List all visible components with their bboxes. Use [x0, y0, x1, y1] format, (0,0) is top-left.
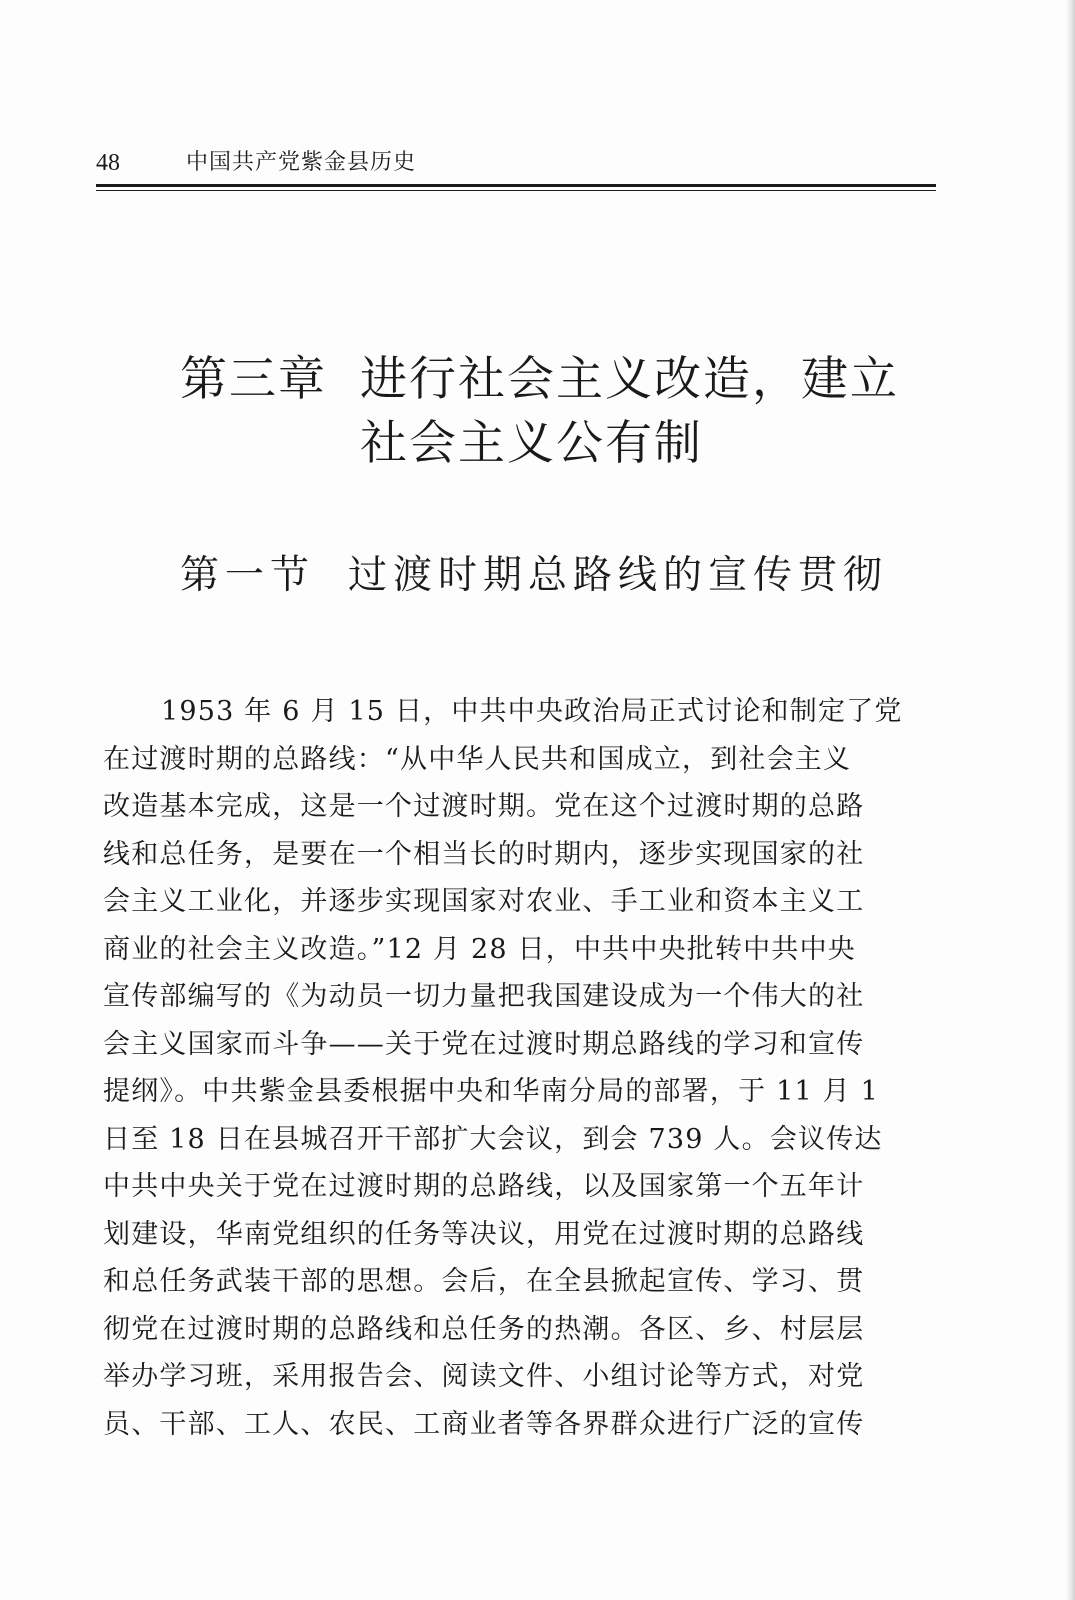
body-line: 线和总任务，是要在一个相当长的时期内，逐步实现国家的社	[103, 838, 865, 870]
body-line: 会主义工业化，并逐步实现国家对农业、手工业和资本主义工	[103, 886, 865, 917]
body-line: 商业的社会主义改造。”12 月 28 日，中共中央批转中共中央	[103, 933, 856, 965]
body-line: 划建设，华南党组织的任务等决议，用党在过渡时期的总路线	[103, 1218, 865, 1250]
body-line: 员、干部、工人、农民、工商业者等各界群众进行广泛的宣传	[103, 1408, 865, 1440]
book-title: 中国共产党紫金县历史	[186, 150, 417, 175]
body-line: 和总任务武装干部的思想。会后，在全县掀起宣传、学习、贯	[103, 1266, 865, 1297]
body-paragraph	[103, 688, 936, 1448]
body-line: 宣传部编写的《为动员一切力量把我国建设成为一个伟大的社	[103, 981, 865, 1012]
chapter-number: 第三章	[180, 352, 327, 407]
body-line: 会主义国家而斗争——关于党在过渡时期总路线的学习和宣传	[103, 1028, 865, 1060]
section-title: 过渡时期总路线的宣传贯彻	[348, 553, 889, 598]
body-line: 中共中央关于党在过渡时期的总路线，以及国家第一个五年计	[103, 1171, 865, 1202]
section-heading	[180, 548, 900, 608]
body-line: 1953 年 6 月 15 日，中共中央政治局正式讨论和制定了党	[161, 696, 903, 727]
page-number: 48	[96, 150, 120, 176]
page-edge-shadow	[1065, 0, 1075, 1600]
header-rule-thin	[96, 190, 936, 191]
body-line: 日至 18 日在县城召开干部扩大会议，到会 739 人。会议传达	[103, 1123, 883, 1155]
running-header	[96, 148, 936, 178]
chapter-title-line-2: 社会主义公有制	[360, 416, 703, 471]
body-line: 提纲》。中共紫金县委根据中央和华南分局的部署，于 11 月 1	[103, 1076, 879, 1107]
body-line: 彻党在过渡时期的总路线和总任务的热潮。各区、乡、村层层	[103, 1313, 865, 1345]
body-line: 举办学习班，采用报告会、阅读文件、小组讨论等方式，对党	[103, 1361, 865, 1392]
section-number: 第一节	[180, 553, 316, 598]
body-line: 在过渡时期的总路线：“从中华人民共和国成立，到社会主义	[103, 743, 852, 775]
body-line: 改造基本完成，这是一个过渡时期。党在这个过渡时期的总路	[103, 791, 865, 822]
header-rule-thick	[96, 184, 936, 187]
chapter-title-line-1: 进行社会主义改造，建立	[360, 352, 899, 407]
